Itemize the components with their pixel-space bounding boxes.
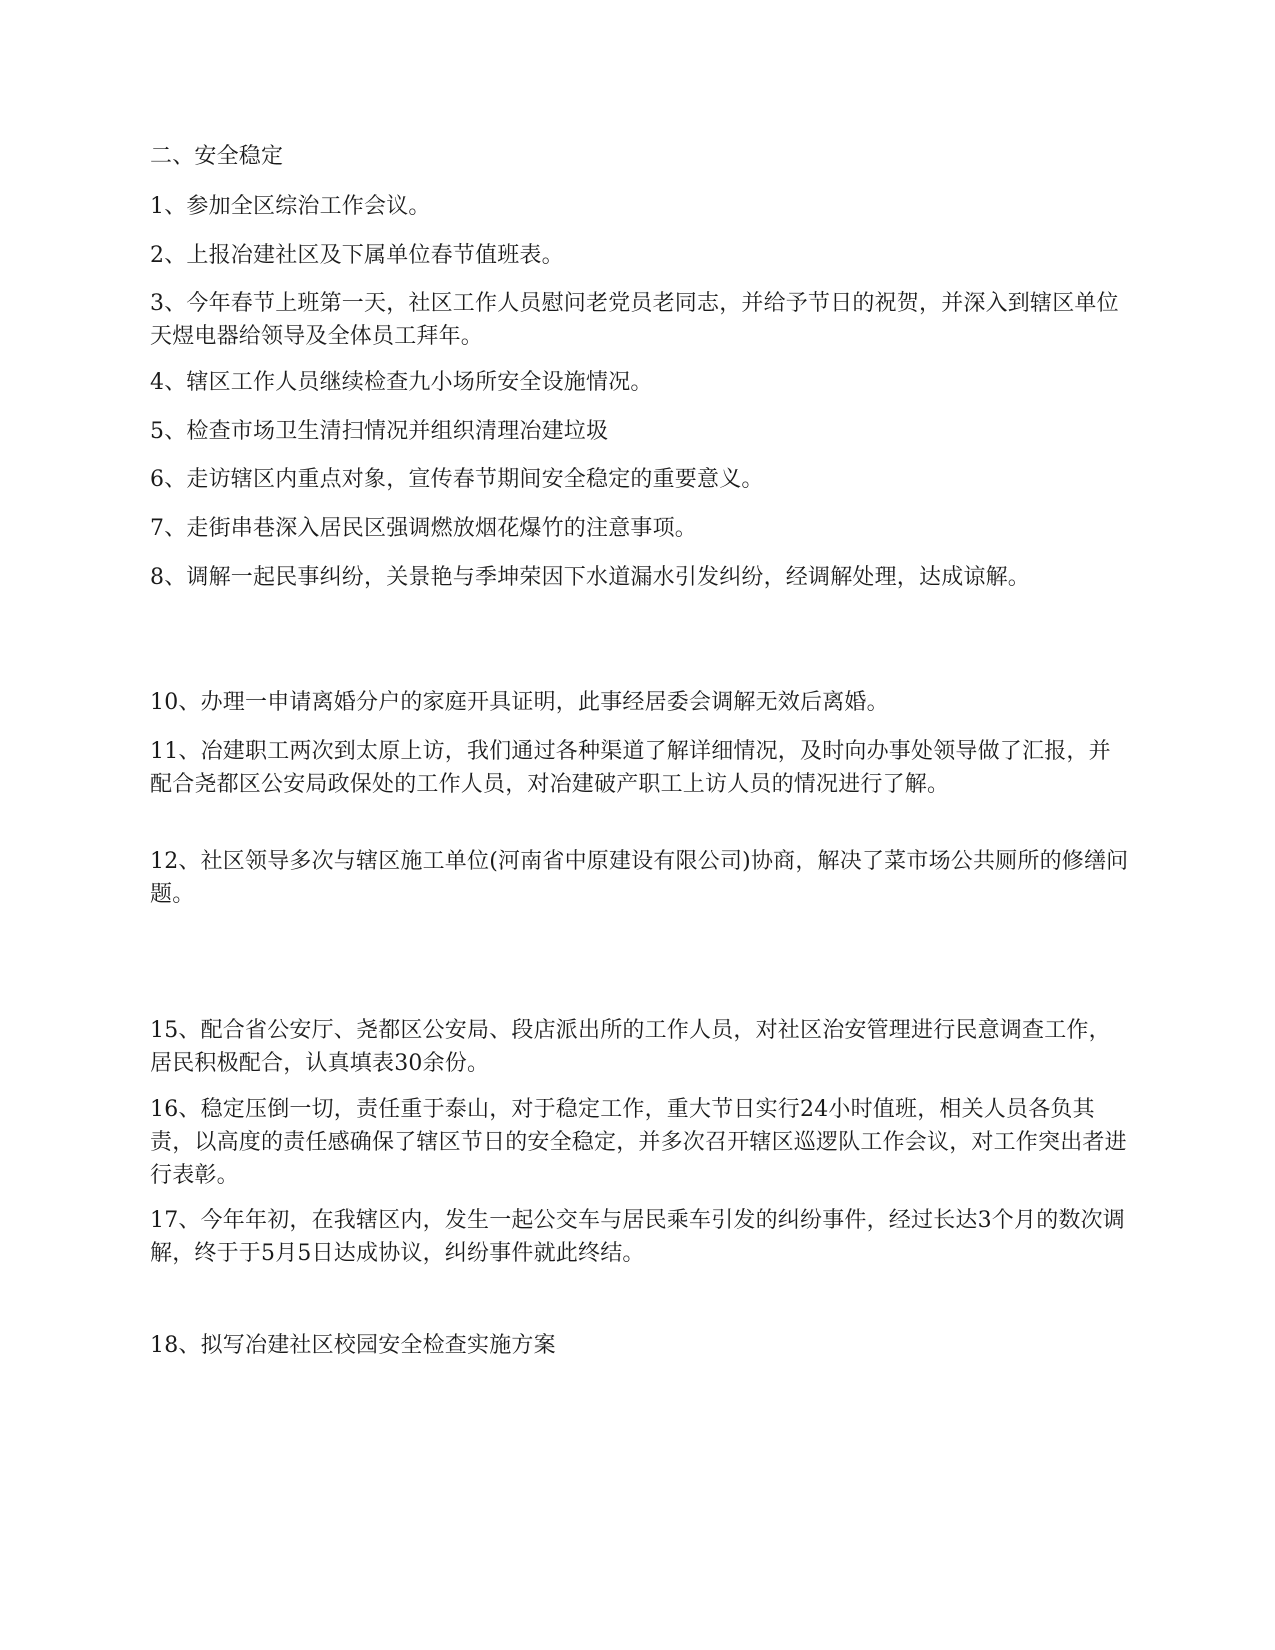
list-item: 1、参加全区综治工作会议。 <box>150 194 431 219</box>
list-item: 17、今年年初，在我辖区内，发生一起公交车与居民乘车引发的纠纷事件，经过长达3个月的数次调解，终于于5月5日达成协议，纠纷事件就此终结。 <box>150 1208 1125 1266</box>
list-item: 18、拟写冶建社区校园安全检查实施方案 <box>150 1333 556 1358</box>
list-item: 15、配合省公安厅、尧都区公安局、段店派出所的工作人员，对社区治安管理进行民意调查工作，居民积极配合，认真填表30余份。 <box>150 1018 1111 1076</box>
list-item: 11、冶建职工两次到太原上访，我们通过各种渠道了解详细情况，及时向办事处领导做了汇报，并配合尧都区公安局政保处的工作人员，对冶建破产职工上访人员的情况进行了解。 <box>150 739 1111 797</box>
list-item: 8、调解一起民事纠纷，关景艳与季坤荣因下水道漏水引发纠纷，经调解处理，达成谅解。 <box>150 565 1030 590</box>
list-item: 10、办理一申请离婚分户的家庭开具证明，此事经居委会调解无效后离婚。 <box>150 690 889 715</box>
section-heading: 二、安全稳定 <box>150 144 284 169</box>
list-item: 7、走街串巷深入居民区强调燃放烟花爆竹的注意事项。 <box>150 516 697 541</box>
list-item: 2、上报冶建社区及下属单位春节值班表。 <box>150 243 564 268</box>
list-item: 5、检查市场卫生清扫情况并组织清理冶建垃圾 <box>150 419 609 444</box>
list-item: 12、社区领导多次与辖区施工单位(河南省中原建设有限公司)协商，解决了菜市场公共厕所的修缮问题。 <box>150 849 1129 907</box>
list-item: 6、走访辖区内重点对象，宣传春节期间安全稳定的重要意义。 <box>150 467 764 492</box>
list-item: 3、今年春节上班第一天，社区工作人员慰问老党员老同志，并给予节日的祝贺，并深入到辖区单位天煜电器给领导及全体员工拜年。 <box>150 291 1119 349</box>
list-item: 16、稳定压倒一切，责任重于泰山，对于稳定工作，重大节日实行24小时值班，相关人员各负其责，以高度的责任感确保了辖区节日的安全稳定，并多次召开辖区巡逻队工作会议，对工作突出者进行表彰。 <box>150 1097 1127 1188</box>
list-item: 4、辖区工作人员继续检查九小场所安全设施情况。 <box>150 370 653 395</box>
